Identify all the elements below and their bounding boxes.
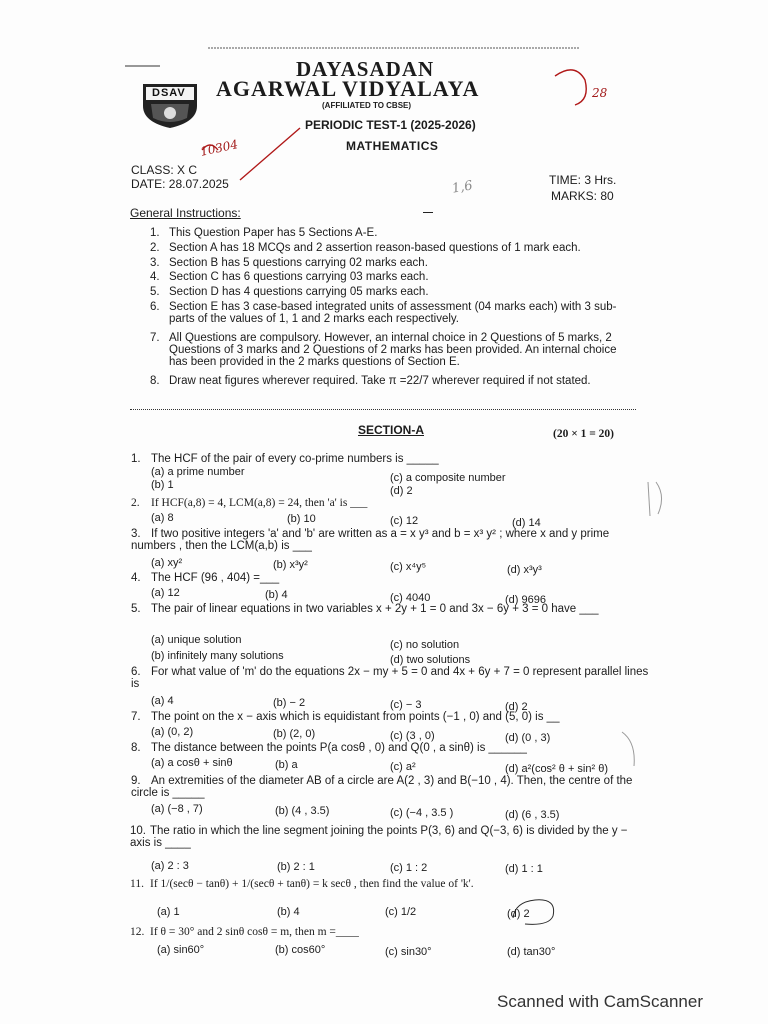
date-label: DATE: 28.07.2025 xyxy=(131,177,229,191)
option: (a) unique solution xyxy=(151,634,242,646)
option: (a) xy² xyxy=(151,557,183,569)
section-a-title: SECTION-A xyxy=(358,423,424,437)
instruction-item: 5. Section D has 4 questions carrying 05 marks each. xyxy=(150,286,429,298)
question-10: 10. The ratio in which the line segment joining the points P(3, 6) and Q(−3, 6) is divided by the y − axis is ____ xyxy=(130,825,628,849)
option: (d) (6 , 3.5) xyxy=(505,809,560,821)
option: (d) 2 xyxy=(505,701,528,713)
option: (c) − 3 xyxy=(390,699,422,711)
question-2: 2. If HCF(a,8) = 4, LCM(a,8) = 24, then 'a' is ___ xyxy=(131,497,368,509)
instruction-item: 7. All Questions are compulsory. However, an internal choice in 2 Questions of 5 marks, 2 Questions of 3 marks and 2 Questions of 2 marks has been provided. An internal choice has been provided in the 2 marks questions of Section E. xyxy=(150,332,617,368)
option: (b) cos60° xyxy=(275,944,326,956)
subject-title: MATHEMATICS xyxy=(346,139,439,153)
option: (b) (4 , 3.5) xyxy=(275,805,330,817)
question-6: 6. For what value of 'm' do the equations 2x − my + 5 = 0 and 4x + 6y + 7 = 0 represent parallel lines is xyxy=(131,666,649,690)
section-divider xyxy=(130,409,636,410)
school-name-line2: AGARWAL VIDYALAYA xyxy=(216,76,480,101)
question-12: 12. If θ = 30° and 2 sinθ cosθ = m, then m =____ xyxy=(130,926,359,938)
option: (d) 2 xyxy=(507,908,530,920)
option: (c) sin30° xyxy=(385,946,432,958)
option: (a) (0, 2) xyxy=(151,726,194,738)
question-8: 8. The distance between the points P(a cosθ , 0) and Q(0 , a sinθ) is ______ xyxy=(131,742,527,754)
option: (c) 4040 xyxy=(390,592,431,604)
option: (c) x⁴y⁵ xyxy=(390,561,427,573)
question-3: 3. If two positive integers 'a' and 'b' are written as a = x y³ and b = x³ y² ; where x and y prime numbers , then the LCM(a,b) is ___ xyxy=(131,528,610,552)
option: (d) 1 : 1 xyxy=(505,863,543,875)
affiliation-text: (AFFILIATED TO CBSE) xyxy=(322,101,412,110)
option: (a) a prime number xyxy=(151,466,245,478)
option: (b) x³y² xyxy=(273,559,308,571)
option: (a) 8 xyxy=(151,512,174,524)
handwritten-score: 28 xyxy=(592,86,608,100)
handwritten-roll: 10304 xyxy=(198,137,240,159)
option: (c) no solution xyxy=(390,639,460,651)
question-1: 1. The HCF of the pair of every co-prime numbers is _____ xyxy=(131,453,439,465)
instruction-item: 3. Section B has 5 questions carrying 02 marks each. xyxy=(150,257,428,269)
option: (b) 2 : 1 xyxy=(277,861,315,873)
school-name-line1: DAYASADAN xyxy=(296,57,435,81)
option: (c) a composite number xyxy=(390,472,506,484)
option: (a) 4 xyxy=(151,695,174,707)
option: (a) 2 : 3 xyxy=(151,860,189,872)
instruction-item: 6. Section E has 3 case-based integrated units of assessment (04 marks each) with 3 sub-parts of the values of 1, 1 and 2 marks each respectively. xyxy=(150,301,617,325)
pencil-margin-marks xyxy=(600,470,680,770)
marks-label: MARKS: 80 xyxy=(551,189,614,203)
option: (d) 2 xyxy=(390,485,413,497)
option: (c) (3 , 0) xyxy=(390,730,435,742)
option: (c) 1 : 2 xyxy=(390,862,428,874)
question-7: 7. The point on the x − axis which is equidistant from points (−1 , 0) and (5, 0) is __ xyxy=(131,711,560,723)
answer-circle-mark xyxy=(505,890,565,930)
option: (d) x³y³ xyxy=(507,564,542,576)
question-5: 5. The pair of linear equations in two variables x + 2y + 1 = 0 and 3x − 6y + 3 = 0 have ___ xyxy=(131,603,599,615)
option: (d) tan30° xyxy=(507,946,556,958)
option: (d) two solutions xyxy=(390,654,471,666)
option: (b) 4 xyxy=(265,589,288,601)
option: (b) infinitely many solutions xyxy=(151,650,284,662)
test-title: PERIODIC TEST-1 (2025-2026) xyxy=(305,118,476,132)
class-label: CLASS: X C xyxy=(131,163,198,177)
option: (b) (2, 0) xyxy=(273,728,316,740)
pencil-note: 1,6 xyxy=(450,178,474,197)
instruction-item: 1. This Question Paper has 5 Sections A-E. xyxy=(150,227,378,239)
instruction-item: 4. Section C has 6 questions carrying 03 marks each. xyxy=(150,271,429,283)
question-4: 4. The HCF (96 , 404) =___ xyxy=(131,572,280,584)
option: (a) a cosθ + sinθ xyxy=(151,757,233,769)
instruction-item: 2. Section A has 18 MCQs and 2 assertion reason-based questions of 1 mark each. xyxy=(150,242,581,254)
option: (c) a² xyxy=(390,761,416,773)
instructions-title: General Instructions: xyxy=(130,206,241,220)
option: (d) 9696 xyxy=(505,594,546,606)
option: (c) 1/2 xyxy=(385,906,417,918)
option: (a) 12 xyxy=(151,587,180,599)
option: (b) a xyxy=(275,759,298,771)
option: (b) 10 xyxy=(287,513,316,525)
question-9: 9. An extremities of the diameter AB of a circle are A(2 , 3) and B(−10 , 4). Then, the centre of the circle is _____ xyxy=(131,775,633,799)
option: (b) 1 xyxy=(151,479,174,491)
time-label: TIME: 3 Hrs. xyxy=(549,173,617,187)
option: (c) (−4 , 3.5 ) xyxy=(390,807,454,819)
option: (d) (0 , 3) xyxy=(505,732,551,744)
option: (c) 12 xyxy=(390,515,419,527)
option: (a) 1 xyxy=(157,906,180,918)
handwritten-marks xyxy=(0,0,768,220)
option: (d) a²(cos² θ + sin² θ) xyxy=(505,763,608,775)
instruction-item: 8. Draw neat figures wherever required. Take π =22/7 wherever required if not stated. xyxy=(150,375,591,387)
option: (a) sin60° xyxy=(157,944,205,956)
option: (b) − 2 xyxy=(273,697,306,709)
option: (d) 14 xyxy=(512,517,541,529)
logo-text: DSAV xyxy=(152,87,186,99)
option: (a) (−8 , 7) xyxy=(151,803,203,815)
section-a-marks: (20 × 1 = 20) xyxy=(553,428,615,440)
camscanner-watermark: Scanned with CamScanner xyxy=(497,992,704,1011)
option: (b) 4 xyxy=(277,906,300,918)
short-dash xyxy=(423,212,433,213)
question-11: 11. If 1/(secθ − tanθ) + 1/(secθ + tanθ) = k secθ , then find the value of 'k'. xyxy=(130,878,474,890)
